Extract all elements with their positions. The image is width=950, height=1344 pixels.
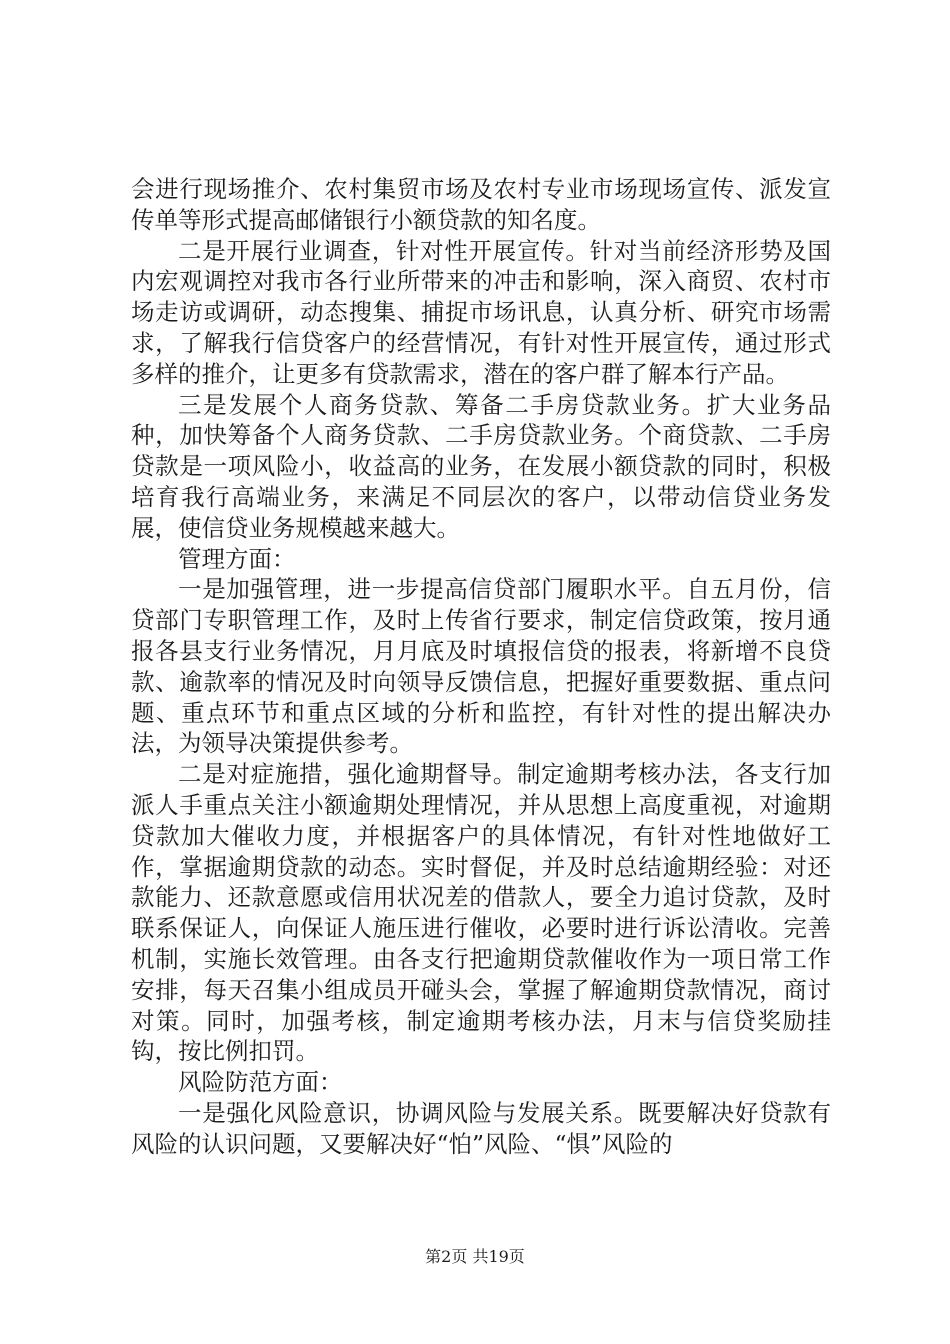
paragraph-risk-awareness: 一是强化风险意识，协调风险与发展关系。既要解决好贷款有风险的认识问题，又要解决好“怕”风险、“惧”风险的 bbox=[131, 1098, 831, 1158]
paragraph-overdue-supervision: 二是对症施措，强化逾期督导。制定逾期考核办法，各支行加派人手重点关注小额逾期处理情况，并从思想上高度重视，对逾期贷款加大催收力度，并根据客户的具体情况，有针对性地做好工作，掌据逾期贷款的动态。实时督促，并及时总结逾期经验：对还款能力、还款意愿或信用状况差的借款人，要全力追讨贷款，及时联系保证人，向保证人施压进行催收，必要时进行诉讼清收。完善机制，实施长效管理。由各支行把逾期贷款催收作为一项日常工作安排，每天召集小组成员开碰头会，掌握了解逾期贷款情况，商讨对策。同时，加强考核，制定逾期考核办法，月末与信贷奖励挂钩，按比例扣罚。 bbox=[131, 760, 831, 1066]
paragraph-continuation: 会进行现场推介、农村集贸市场及农村专业市场现场宣传、派发宣传单等形式提高邮储银行小额贷款的知名度。 bbox=[131, 175, 831, 234]
document-body bbox=[131, 174, 831, 1160]
paragraph-business-loans: 三是发展个人商务贷款、筹备二手房贷款业务。扩大业务品种，加快筹备个人商务贷款、二手房贷款业务。个商贷款、二手房贷款是一项风险小，收益高的业务，在发展小额贷款的同时，积极培育我行高端业务，来满足不同层次的客户，以带动信贷业务发展，使信贷业务规模越来越大。 bbox=[131, 390, 831, 542]
page-number-footer: 第2页 共19页 bbox=[425, 1247, 525, 1266]
section-heading-risk-prevention: 风险防范方面： bbox=[178, 1068, 343, 1097]
paragraph-strengthen-management: 一是加强管理，进一步提高信贷部门履职水平。自五月份，信贷部门专职管理工作，及时上传省行要求，制定信贷政策，按月通报各县支行业务情况，月月底及时填报信贷的报表，将新增不良贷款、逾款率的情况及时向领导反馈信息，把握好重要数据、重点问题、重点环节和重点区域的分析和监控，有针对性的提出解决办法，为领导决策提供参考。 bbox=[131, 575, 831, 758]
paragraph-industry-survey: 二是开展行业调查，针对性开展宣传。针对当前经济形势及国内宏观调控对我市各行业所带来的冲击和影响，深入商贸、农村市场走访或调研，动态搜集、捕捉市场讯息，认真分析、研究市场需求，了解我行信贷客户的经营情况，有针对性开展宣传，通过形式多样的推介，让更多有贷款需求，潜在的客户群了解本行产品。 bbox=[131, 236, 831, 388]
section-heading-management: 管理方面： bbox=[178, 544, 296, 573]
